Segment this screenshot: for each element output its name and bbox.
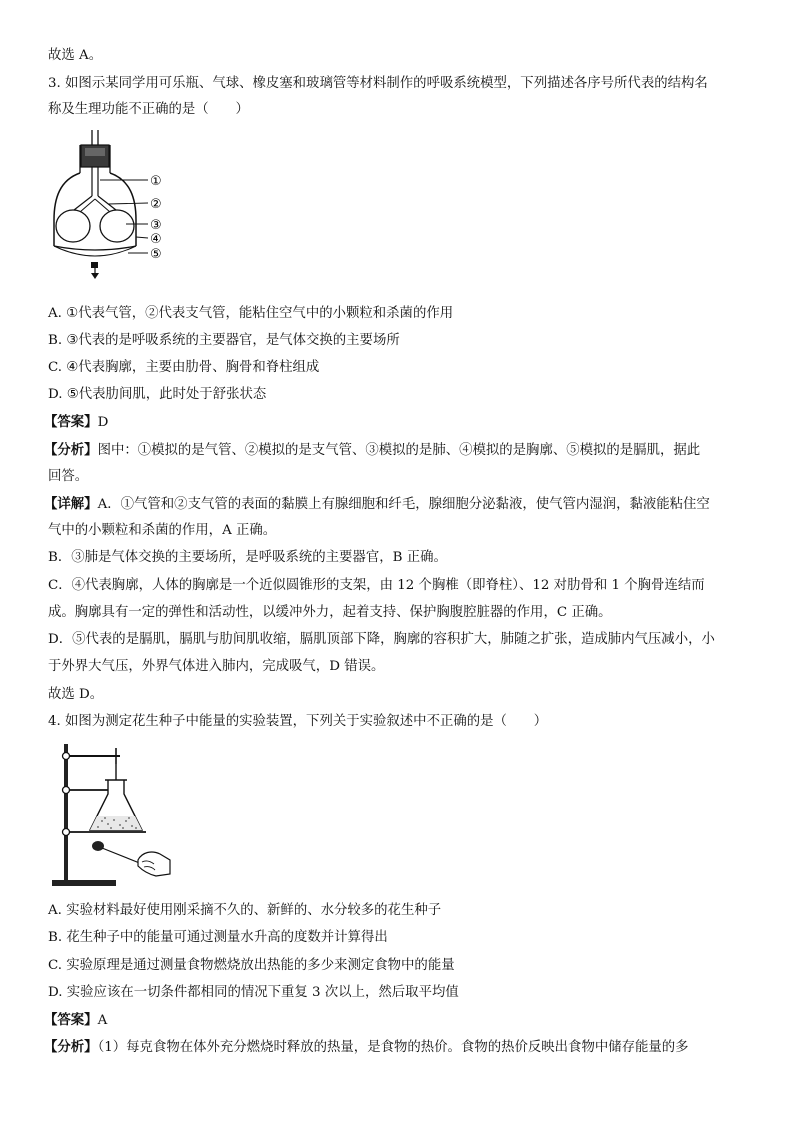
analysis-tag: 【分析】: [44, 1039, 98, 1055]
q3-detail-line-2: 气中的小颗粒和杀菌的作用，A 正确。: [48, 523, 277, 538]
q3-stem-line-2: 称及生理功能不正确的是（ ）: [48, 102, 249, 117]
q3-detail-line-6: D．⑤代表的是膈肌，膈肌与肋间肌收缩，膈肌顶部下降，胸廓的容积扩大，肺随之扩张，造成肺内气压减小，小: [48, 632, 715, 647]
q3-conclusion: 故选 D。: [48, 687, 104, 702]
fig-label-4: ④: [150, 232, 162, 247]
fig-label-5: ⑤: [150, 247, 162, 262]
q3-detail-line-3: B．③肺是气体交换的主要场所，是呼吸系统的主要器官，B 正确。: [48, 550, 447, 565]
peanut-energy-apparatus-figure: [50, 740, 174, 890]
detail-tag: 【详解】: [44, 496, 98, 512]
q3-detail-line-5: 成。胸廓具有一定的弹性和活动性，以缓冲外力，起着支持、保护胸腹腔脏器的作用，C 正确。: [48, 605, 612, 620]
q3-analysis-line-1: [44, 441, 700, 460]
q3-stem-line-1: 3. 如图示某同学用可乐瓶、气球、橡皮塞和玻璃管等材料制作的呼吸系统模型，下列描述各序号所代表的结构名: [48, 76, 708, 91]
q3-option-c: C. ④代表胸廓，主要由肋骨、胸骨和脊柱组成: [48, 360, 320, 375]
q3-detail-line-4: C．④代表胸廓，人体的胸廓是一个近似圆锥形的支架，由 12 个胸椎（即脊柱）、12 对肋骨和 1 个胸骨连结而: [48, 578, 705, 593]
fig-label-3: ③: [150, 218, 162, 233]
q4-option-b: B. 花生种子中的能量可通过测量水升高的度数并计算得出: [48, 930, 388, 945]
q4-option-a: A. 实验材料最好使用刚采摘不久的、新鲜的、水分较多的花生种子: [48, 903, 442, 918]
detail-text: A．①气管和②支气管的表面的黏膜上有腺细胞和纤毛，腺细胞分泌黏液，使气管内湿润，黏液能粘住空: [97, 497, 710, 512]
prev-conclusion: 故选 A。: [48, 48, 103, 63]
answer-tag: 【答案】: [44, 1012, 98, 1028]
analysis-text: 图中：①模拟的是气管、②模拟的是支气管、③模拟的是肺、④模拟的是胸廓、⑤模拟的是膈肌，据此: [97, 443, 701, 458]
q3-option-b: B. ③代表的是呼吸系统的主要器官，是气体交换的主要场所: [48, 333, 400, 348]
q3-detail-line-7: 于外界大气压，外界气体进入肺内，完成吸气，D 错误。: [48, 659, 385, 674]
fig-label-1: ①: [150, 174, 162, 189]
q4-answer: [44, 1011, 107, 1030]
q4-analysis-line-1: [44, 1038, 689, 1057]
answer-tag: 【答案】: [44, 414, 98, 430]
fig-label-2: ②: [150, 197, 162, 212]
q4-stem: 4. 如图为测定花生种子中能量的实验装置，下列关于实验叙述中不正确的是（ ）: [48, 714, 548, 729]
q4-option-c: C. 实验原理是通过测量食物燃烧放出热能的多少来测定食物中的能量: [48, 958, 455, 973]
answer-value: A: [97, 1013, 108, 1028]
q4-option-d: D. 实验应该在一切条件都相同的情况下重复 3 次以上，然后取平均值: [48, 985, 459, 1000]
respiratory-model-figure: [50, 128, 180, 280]
q3-option-a: A. ①代表气管，②代表支气管，能粘住空气中的小颗粒和杀菌的作用: [48, 306, 454, 321]
analysis-tag: 【分析】: [44, 442, 98, 458]
analysis-text: （1）每克食物在体外充分燃烧时释放的热量，是食物的热价。食物的热价反映出食物中储存能量的多: [97, 1040, 689, 1055]
answer-value: D: [97, 415, 109, 430]
q3-answer: [44, 413, 108, 432]
q3-detail-line-1: [44, 495, 710, 514]
q3-analysis-line-2: 回答。: [48, 469, 89, 484]
q3-option-d: D. ⑤代表肋间肌，此时处于舒张状态: [48, 387, 267, 402]
